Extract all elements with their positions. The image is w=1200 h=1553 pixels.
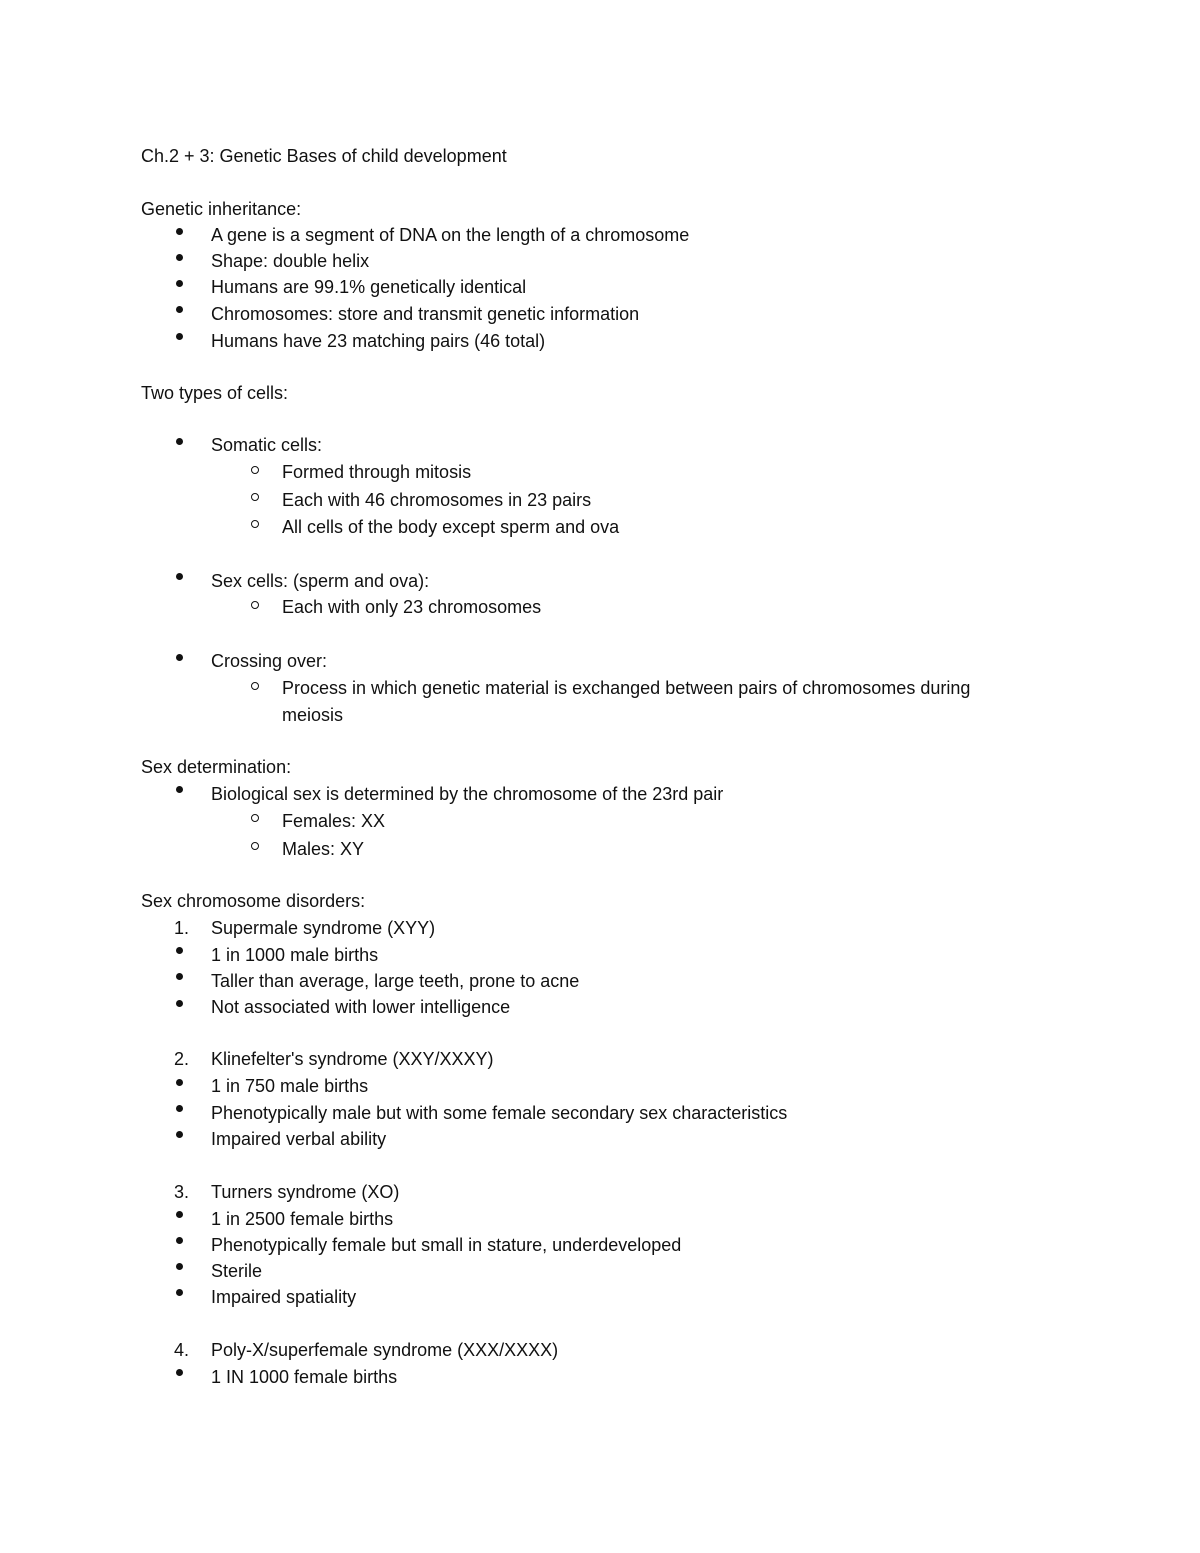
list-item: Humans have 23 matching pairs (46 total) xyxy=(211,331,546,351)
list-item-sex-cells: Sex cells: (sperm and ova): xyxy=(211,571,430,591)
list-item: 1 in 750 male births xyxy=(211,1076,369,1096)
disorder-title: Klinefelter's syndrome (XXY/XXXY) xyxy=(211,1049,494,1069)
sub-bullet-icon xyxy=(251,493,259,501)
list-item: Humans are 99.1% genetically identical xyxy=(211,277,527,297)
list-number: 3. xyxy=(174,1182,190,1202)
sub-list-item: Process in which genetic material is exchanged between pairs of chromosomes during xyxy=(282,678,971,698)
sub-bullet-icon xyxy=(251,520,259,528)
list-number: 4. xyxy=(174,1340,190,1360)
bullet-icon xyxy=(176,333,183,340)
disorder-title: Turners syndrome (XO) xyxy=(211,1182,400,1202)
list-item: Chromosomes: store and transmit genetic information xyxy=(211,304,640,324)
list-item: Biological sex is determined by the chromosome of the 23rd pair xyxy=(211,784,724,804)
sub-bullet-icon xyxy=(251,682,259,690)
list-item: Sterile xyxy=(211,1261,263,1281)
list-number: 1. xyxy=(174,918,190,938)
bullet-icon xyxy=(176,228,183,235)
bullet-icon xyxy=(176,1237,183,1244)
list-item: Impaired verbal ability xyxy=(211,1129,387,1149)
bullet-icon xyxy=(176,573,183,580)
list-item: Not associated with lower intelligence xyxy=(211,997,511,1017)
bullet-icon xyxy=(176,1369,183,1376)
bullet-icon xyxy=(176,786,183,793)
list-item: 1 in 1000 male births xyxy=(211,945,379,965)
bullet-icon xyxy=(176,973,183,980)
list-item-somatic-cells: Somatic cells: xyxy=(211,435,323,455)
bullet-icon xyxy=(176,947,183,954)
bullet-icon xyxy=(176,1263,183,1270)
list-number: 2. xyxy=(174,1049,190,1069)
sub-list-item-continuation: meiosis xyxy=(282,705,344,725)
list-item: Impaired spatiality xyxy=(211,1287,357,1307)
section-heading-disorders: Sex chromosome disorders: xyxy=(141,891,366,911)
list-item: Phenotypically female but small in stature, underdeveloped xyxy=(211,1235,682,1255)
disorder-title: Poly-X/superfemale syndrome (XXX/XXXX) xyxy=(211,1340,559,1360)
sub-bullet-icon xyxy=(251,842,259,850)
section-heading-sex-determination: Sex determination: xyxy=(141,757,292,777)
list-item: 1 in 2500 female births xyxy=(211,1209,394,1229)
bullet-icon xyxy=(176,254,183,261)
sub-list-item: Formed through mitosis xyxy=(282,462,472,482)
sub-list-item: Males: XY xyxy=(282,839,365,859)
list-item: Taller than average, large teeth, prone to acne xyxy=(211,971,580,991)
list-item: 1 IN 1000 female births xyxy=(211,1367,398,1387)
bullet-icon xyxy=(176,438,183,445)
list-item: Phenotypically male but with some female secondary sex characteristics xyxy=(211,1103,788,1123)
list-item: Shape: double helix xyxy=(211,251,370,271)
bullet-icon xyxy=(176,280,183,287)
bullet-icon xyxy=(176,1289,183,1296)
sub-list-item: All cells of the body except sperm and ova xyxy=(282,517,620,537)
section-heading-cell-types: Two types of cells: xyxy=(141,383,289,403)
bullet-icon xyxy=(176,306,183,313)
sub-list-item: Each with 46 chromosomes in 23 pairs xyxy=(282,490,592,510)
bullet-icon xyxy=(176,1105,183,1112)
list-item: A gene is a segment of DNA on the length of a chromosome xyxy=(211,225,690,245)
bullet-icon xyxy=(176,1131,183,1138)
bullet-icon xyxy=(176,1079,183,1086)
sub-bullet-icon xyxy=(251,601,259,609)
section-heading-genetic-inheritance: Genetic inheritance: xyxy=(141,199,302,219)
bullet-icon xyxy=(176,1211,183,1218)
document-title: Ch.2 + 3: Genetic Bases of child development xyxy=(141,146,507,166)
list-item-crossing-over: Crossing over: xyxy=(211,651,328,671)
sub-list-item: Females: XX xyxy=(282,811,386,831)
bullet-icon xyxy=(176,654,183,661)
sub-bullet-icon xyxy=(251,814,259,822)
disorder-title: Supermale syndrome (XYY) xyxy=(211,918,436,938)
sub-bullet-icon xyxy=(251,466,259,474)
bullet-icon xyxy=(176,1000,183,1007)
sub-list-item: Each with only 23 chromosomes xyxy=(282,597,542,617)
